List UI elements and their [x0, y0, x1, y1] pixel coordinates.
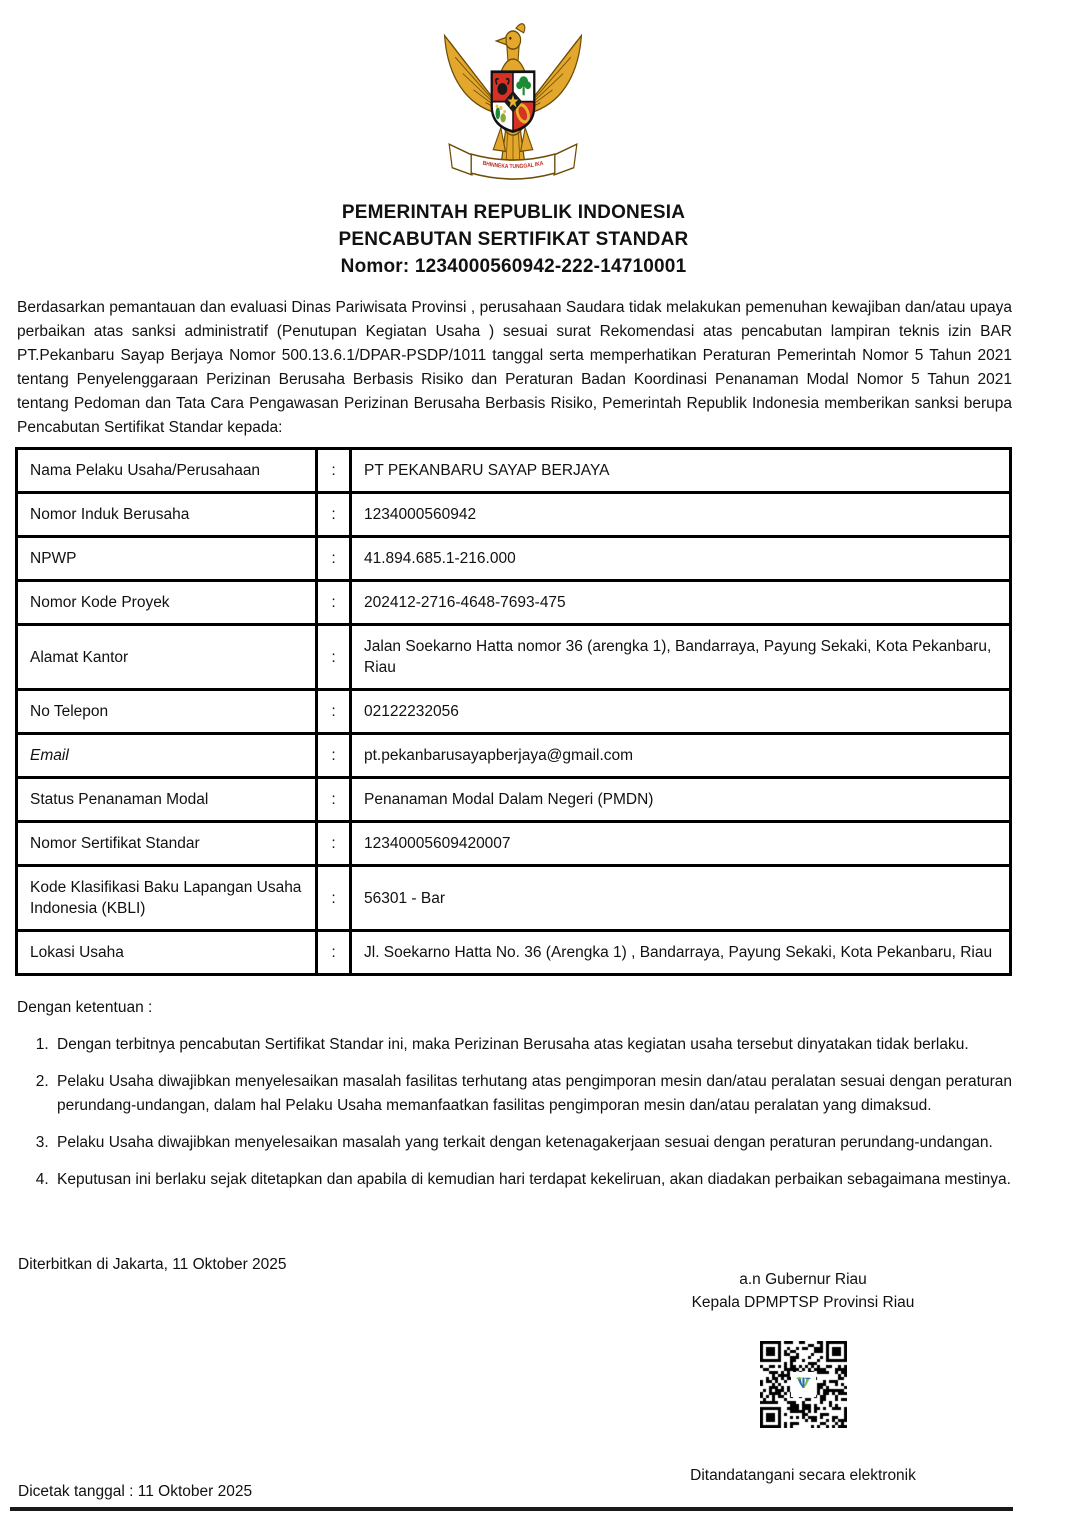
field-value: PT PEKANBARU SAYAP BERJAYA	[351, 449, 1011, 493]
colon-separator: :	[317, 449, 351, 493]
table-row	[17, 734, 1011, 778]
garuda-pancasila-emblem	[437, 12, 589, 184]
colon-separator: :	[317, 931, 351, 975]
field-label: Kode Klasifikasi Baku Lapangan Usaha Indonesia (KBLI)	[17, 866, 317, 931]
condition-item: 1. Dengan terbitnya pencabutan Sertifikat Standar ini, maka Perizinan Berusaha atas kegiatan usaha tersebut dinyatakan tidak berlaku.	[53, 1033, 1012, 1057]
colon-separator: :	[317, 866, 351, 931]
field-value: 56301 - Bar	[351, 866, 1011, 931]
issued-line: Diterbitkan di Jakarta, 11 Oktober 2025	[18, 1256, 287, 1273]
table-row	[17, 537, 1011, 581]
field-label: NPWP	[17, 537, 317, 581]
table-row	[17, 581, 1011, 625]
colon-separator: :	[317, 625, 351, 690]
field-label: Alamat Kantor	[17, 625, 317, 690]
table-row	[17, 449, 1011, 493]
colon-separator: :	[317, 734, 351, 778]
field-label: Nomor Kode Proyek	[17, 581, 317, 625]
field-label: Nomor Induk Berusaha	[17, 493, 317, 537]
conditions-heading: Dengan ketentuan :	[17, 999, 153, 1016]
table-row	[17, 690, 1011, 734]
garuda-icon	[437, 12, 589, 184]
field-value: Jl. Soekarno Hatta No. 36 (Arengka 1) , Bandarraya, Payung Sekaki, Kota Pekanbaru, Riau	[351, 931, 1011, 975]
colon-separator: :	[317, 778, 351, 822]
field-label: Email	[17, 734, 317, 778]
table-row	[17, 778, 1011, 822]
oss-logo-icon	[791, 1372, 816, 1397]
field-value: pt.pekanbarusayapberjaya@gmail.com	[351, 734, 1011, 778]
signature-block	[623, 1268, 983, 1487]
field-value: 202412-2716-4648-7693-475	[351, 581, 1011, 625]
table-row	[17, 822, 1011, 866]
field-value: 41.894.685.1-216.000	[351, 537, 1011, 581]
business-details-table	[15, 447, 1012, 976]
colon-separator: :	[317, 493, 351, 537]
field-label: Nama Pelaku Usaha/Perusahaan	[17, 449, 317, 493]
document-number: Nomor: 1234000560942-222-14710001	[340, 256, 687, 277]
condition-item: 4. Keputusan ini berlaku sejak ditetapkan dan apabila di kemudian hari terdapat kekeliruan, akan diadakan perbaikan sebagaimana mestinya.	[53, 1168, 1012, 1192]
colon-separator: :	[317, 690, 351, 734]
condition-item: 2. Pelaku Usaha diwajibkan menyelesaikan masalah fasilitas terhutang atas pengimporan mesin dan/atau peralatan sesuai dengan peraturan perundang-undangan, dalam hal Pelaku Usaha memanfaatkan fasilitas pengimporan mesin dan/atau peralatan yang dimaksud.	[53, 1070, 1012, 1118]
field-value: Jalan Soekarno Hatta nomor 36 (arengka 1), Bandarraya, Payung Sekaki, Kota Pekanbaru, Riau	[351, 625, 1011, 690]
table-row	[17, 866, 1011, 931]
conditions-list	[17, 1033, 1012, 1192]
field-label: Lokasi Usaha	[17, 931, 317, 975]
document-title: PENCABUTAN SERTIFIKAT STANDAR	[338, 229, 689, 250]
intro-paragraph: Berdasarkan pemantauan dan evaluasi Dinas Pariwisata Provinsi , perusahaan Saudara tidak melakukan pemenuhan kewajiban dan/atau upaya perbaikan atas sanksi administratif (Penutupan Kegiatan Usaha ) sesuai surat Rekomendasi atas pencabutan lampiran teknis izin BAR PT.Pekanbaru Sayap Berjaya Nomor 500.13.6.1/DPAR-PSDP/1011 tanggal serta memperhatikan Peraturan Pemerintah Nomor 5 Tahun 2021 tentang Penyelenggaraan Perizinan Berusaha Berbasis Risiko dan Peraturan Badan Koordinasi Penanaman Modal Nomor 5 Tahun 2021 tentang Pedoman dan Tata Cara Pengawasan Perizinan Berusaha Berbasis Risiko, Pemerintah Republik Indonesia memberikan sanksi berupa Pencabutan Sertifikat Standar kepada:	[17, 299, 1012, 436]
table-row	[17, 625, 1011, 690]
field-value: Penanaman Modal Dalam Negeri (PMDN)	[351, 778, 1011, 822]
document-header	[15, 199, 1012, 280]
colon-separator: :	[317, 822, 351, 866]
field-label: Status Penanaman Modal	[17, 778, 317, 822]
signature-on-behalf: a.n Gubernur Riau	[739, 1271, 867, 1288]
field-value: 12340005609420007	[351, 822, 1011, 866]
table-row	[17, 493, 1011, 537]
field-value: 02122232056	[351, 690, 1011, 734]
colon-separator: :	[317, 537, 351, 581]
condition-item: 3. Pelaku Usaha diwajibkan menyelesaikan masalah yang terkait dengan ketenagakerjaan sesuai dengan peraturan perundang-undangan.	[53, 1131, 1012, 1155]
electronic-signature-note: Ditandatangani secara elektronik	[690, 1467, 916, 1484]
field-value: 1234000560942	[351, 493, 1011, 537]
field-label: No Telepon	[17, 690, 317, 734]
conditions-section	[17, 997, 1012, 1205]
qr-code	[760, 1341, 847, 1428]
signature-title: Kepala DPMPTSP Provinsi Riau	[691, 1294, 915, 1311]
colon-separator: :	[317, 581, 351, 625]
field-label: Nomor Sertifikat Standar	[17, 822, 317, 866]
footer-divider	[10, 1507, 1013, 1511]
printed-date-line: Dicetak tanggal : 11 Oktober 2025	[18, 1483, 253, 1500]
table-row	[17, 931, 1011, 975]
institution-name: PEMERINTAH REPUBLIK INDONESIA	[341, 202, 686, 223]
emblem-motto: BHINNEKA TUNGGAL IKA	[482, 160, 544, 171]
